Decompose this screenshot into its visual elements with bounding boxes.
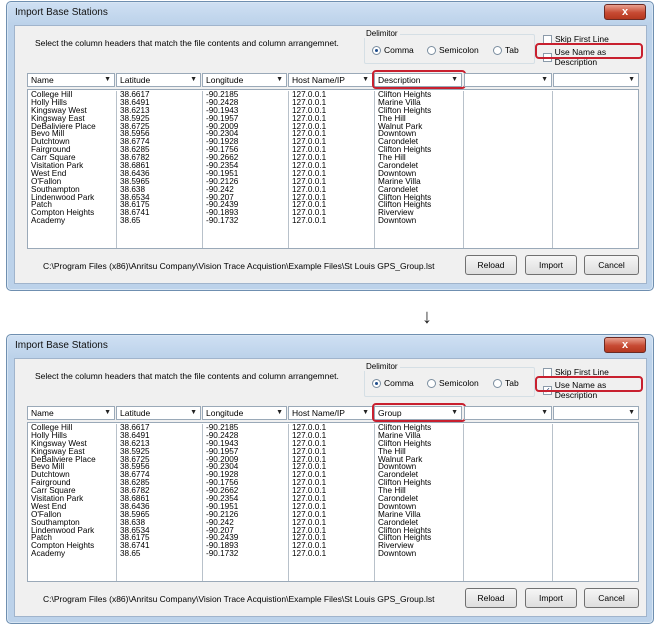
column-header-value: Description [378,75,421,85]
grid-cell: -90.1756 [206,479,239,488]
grid-cell: Southampton [31,518,80,527]
radio-tab[interactable] [493,45,519,55]
grid-cell: 127.0.0.1 [292,431,327,440]
grid-cell: Carondelet [378,138,419,147]
grid-cell: 127.0.0.1 [292,502,327,511]
grid-cell: 38.6782 [120,154,150,163]
grid-cell: 127.0.0.1 [292,550,327,559]
column-name [28,91,117,248]
cancel-button[interactable]: Cancel [584,588,639,608]
column-latitude [117,91,203,248]
grid-cell: Carondelet [378,518,419,527]
grid-cell: 127.0.0.1 [292,138,327,147]
grid-cell: 127.0.0.1 [292,169,327,178]
grid-cell: -90.1732 [206,550,239,559]
column-header-value: Latitude [120,408,151,418]
grid-cell: Compton Heights [31,542,95,551]
column-header-select-3[interactable] [202,406,287,420]
grid-cell: -90.207 [206,193,234,202]
grid-cell: -90.2354 [206,495,239,503]
chevron-down-icon: ▼ [104,76,111,83]
radio-dot [493,46,502,55]
grid-cell: Carondelet [378,495,419,503]
chevron-down-icon: ▼ [451,76,458,83]
grid-cell: O'Fallon [31,177,62,186]
chevron-down-icon: ▼ [190,76,197,83]
grid-cell: -90.242 [206,518,234,527]
cancel-button[interactable]: Cancel [584,255,639,275]
grid-cell: -90.242 [206,185,234,194]
radio-comma-label: Comma [384,45,414,55]
grid-cell: 38.6617 [120,424,150,432]
grid-cell: 38.6774 [120,471,150,480]
title-bar [7,335,653,357]
column-header-select-4[interactable] [288,406,373,420]
import-dialog-after [6,334,654,624]
grid-cell: -90.2009 [206,122,239,131]
column-header-select-6[interactable] [464,73,552,87]
grid-cell: Bevo Mill [31,130,65,139]
delimiter-legend: Delimitor [366,362,398,371]
column-host [289,424,375,581]
column-header-value: Host Name/IP [292,75,345,85]
grid-cell: Kingsway East [31,447,85,456]
column-header-select-6[interactable] [464,406,552,420]
reload-button[interactable]: Reload [465,255,517,275]
instruction-text: Select the column headers that match the file contents and column arrangemnet. [35,371,339,381]
grid-cell: Downtown [378,130,417,139]
grid-cell: Patch [31,201,52,210]
grid-cell: Visitation Park [31,162,84,170]
reload-button[interactable]: Reload [465,588,517,608]
grid-cell: Carondelet [378,162,419,170]
grid-cell: DeBaliviere Place [31,122,96,131]
grid-cell: -90.2304 [206,130,239,139]
grid-cell: 127.0.0.1 [292,146,327,155]
title-bar [7,2,653,24]
skip-first-line-label: Skip First Line [555,367,609,377]
grid-cell: O'Fallon [31,510,62,519]
radio-tab-label: Tab [505,378,519,388]
grid-cell: 38.5965 [120,510,150,519]
dialog-body [14,25,647,284]
grid-cell: Clifton Heights [378,193,432,202]
grid-cell: Walnut Park [378,122,423,131]
grid-cell: -90.2662 [206,487,239,496]
grid-cell: Carr Square [31,154,76,163]
column-header-value: Latitude [120,75,151,85]
grid-cell: College Hill [31,91,73,99]
checkmark-icon: ✓ [544,385,551,395]
grid-cell: 38.6491 [120,431,150,440]
grid-cell: 38.6436 [120,502,150,511]
grid-cell: The Hill [378,487,406,496]
column-header-select-2[interactable] [116,406,201,420]
grid-cell: 127.0.0.1 [292,439,327,448]
highlight-column-header [372,70,466,89]
grid-cell: Downtown [378,463,417,472]
grid-cell: -90.1928 [206,138,239,147]
grid-cell: Clifton Heights [378,146,432,155]
grid-cell: 127.0.0.1 [292,542,327,551]
grid-cell: 127.0.0.1 [292,201,327,210]
radio-semicolon[interactable] [427,45,479,55]
grid-cell: -90.2126 [206,177,239,186]
grid-cell: -90.2304 [206,463,239,472]
grid-cell: Compton Heights [31,209,95,218]
grid-cell: -90.2185 [206,91,239,99]
grid-cell: 127.0.0.1 [292,526,327,535]
grid-cell: -90.1756 [206,146,239,155]
grid-cell: -90.1928 [206,471,239,480]
dialog-body [14,358,647,617]
column-header-select-7[interactable] [553,406,639,420]
column-header-select-7[interactable] [553,73,639,87]
chevron-down-icon: ▼ [190,409,197,416]
radio-dot-selected [372,46,381,55]
grid-cell: 38.6741 [120,209,150,218]
column-header-value: Host Name/IP [292,408,345,418]
grid-cell: -90.1732 [206,217,239,226]
grid-cell: -90.1893 [206,209,239,218]
grid-cell: 38.6285 [120,479,150,488]
grid-cell: Lindenwood Park [31,526,95,535]
close-button[interactable]: x [604,4,646,20]
radio-tab[interactable] [493,378,519,388]
column-empty-1 [464,91,553,248]
chevron-down-icon: ▼ [541,76,548,83]
grid-cell: Marine Villa [378,98,421,107]
instruction-text: Select the column headers that match the file contents and column arrangemnet. [35,38,339,48]
grid-cell: Walnut Park [378,455,423,464]
grid-cell: 38.6491 [120,98,150,107]
grid-cell: -90.1951 [206,502,239,511]
grid-cell: Clifton Heights [378,201,432,210]
grid-cell: 38.6725 [120,455,150,464]
chevron-down-icon: ▼ [451,409,458,416]
grid-cell: Fairground [31,146,71,155]
grid-cell: 38.5925 [120,447,150,456]
column-header-value: Name [31,75,54,85]
grid-cell: Clifton Heights [378,106,432,115]
grid-cell: Clifton Heights [378,91,432,99]
grid-cell: -90.2439 [206,201,239,210]
grid-cell: 38.638 [120,185,146,194]
grid-cell: 38.6725 [120,122,150,131]
radio-semicolon[interactable] [427,378,479,388]
import-button[interactable]: Import [525,588,577,608]
grid-cell: -90.1943 [206,106,239,115]
grid-cell: Riverview [378,542,414,551]
grid-cell: 38.6175 [120,201,150,210]
grid-cell: Dutchtown [31,471,70,480]
grid-cell: Holly Hills [31,431,67,440]
column-header-select-3[interactable] [202,73,287,87]
radio-comma[interactable] [372,45,414,55]
grid-cell: The Hill [378,447,406,456]
grid-cell: Holly Hills [31,98,67,107]
preview-grid [27,422,639,582]
grid-cell: 38.6782 [120,487,150,496]
grid-cell: 38.5956 [120,130,150,139]
grid-cell: -90.1951 [206,169,239,178]
grid-cell: -90.2662 [206,154,239,163]
grid-cell: 127.0.0.1 [292,479,327,488]
radio-comma[interactable] [372,378,414,388]
grid-cell: DeBaliviere Place [31,455,96,464]
preview-grid [27,89,639,249]
highlight-use-name [535,43,643,59]
column-header-value: Name [31,408,54,418]
column-header-value: Longitude [206,408,244,418]
grid-cell: 38.5925 [120,114,150,123]
grid-cell: 127.0.0.1 [292,122,327,131]
down-arrow-icon: ↓ [422,306,432,328]
grid-cell: Kingsway West [31,106,87,115]
column-header-select-1[interactable] [27,73,115,87]
grid-cell: 38.6175 [120,534,150,543]
grid-cell: Dutchtown [31,138,70,147]
grid-cell: West End [31,502,67,511]
grid-cell: -90.1957 [206,447,239,456]
grid-cell: 38.6213 [120,439,150,448]
grid-cell: 38.6213 [120,106,150,115]
grid-cell: 127.0.0.1 [292,193,327,202]
grid-cell: -90.2428 [206,98,239,107]
grid-cell: 38.6617 [120,91,150,99]
grid-cell: 38.5965 [120,177,150,186]
radio-dot-selected [372,379,381,388]
grid-cell: 127.0.0.1 [292,510,327,519]
chevron-down-icon: ▼ [362,409,369,416]
grid-cell: -90.1957 [206,114,239,123]
grid-cell: 127.0.0.1 [292,209,327,218]
grid-cell: Academy [31,550,66,559]
column-latitude [117,424,203,581]
grid-cell: 38.6534 [120,526,150,535]
grid-cell: 38.6741 [120,542,150,551]
column-longitude [203,91,289,248]
grid-cell: Clifton Heights [378,424,432,432]
import-button[interactable]: Import [525,255,577,275]
column-host [289,91,375,248]
use-name-as-description-label: Use Name as Description [554,380,607,400]
grid-cell: -90.2185 [206,424,239,432]
grid-cell: The Hill [378,154,406,163]
grid-cell: Kingsway East [31,114,85,123]
grid-cell: -90.1893 [206,542,239,551]
grid-cell: 127.0.0.1 [292,534,327,543]
column-longitude [203,424,289,581]
grid-cell: 127.0.0.1 [292,487,327,496]
grid-cell: Clifton Heights [378,526,432,535]
file-path: C:\Program Files (x86)\Anritsu Company\Vision Trace Acquistion\Example Files\St Louis GPS_Group.lst [43,261,435,271]
grid-cell: 127.0.0.1 [292,495,327,503]
grid-cell: 127.0.0.1 [292,447,327,456]
highlight-column-header [372,403,466,422]
column-group [375,91,464,248]
grid-cell: Visitation Park [31,495,84,503]
grid-cell: College Hill [31,424,73,432]
grid-cell: 38.6534 [120,193,150,202]
grid-cell: -90.2009 [206,455,239,464]
chevron-down-icon: ▼ [541,409,548,416]
grid-cell: 127.0.0.1 [292,518,327,527]
column-header-select-1[interactable] [27,406,115,420]
column-group [375,424,464,581]
highlight-use-name [535,376,643,392]
file-path: C:\Program Files (x86)\Anritsu Company\Vision Trace Acquistion\Example Files\St Louis GPS_Group.lst [43,594,435,604]
grid-cell: 127.0.0.1 [292,424,327,432]
grid-cell: Downtown [378,502,417,511]
grid-cell: 127.0.0.1 [292,471,327,480]
grid-cell: Academy [31,217,66,226]
grid-cell: Marine Villa [378,431,421,440]
chevron-down-icon: ▼ [628,409,635,416]
radio-tab-label: Tab [505,45,519,55]
grid-cell: 38.65 [120,550,141,559]
grid-cell: 127.0.0.1 [292,217,327,226]
grid-cell: 127.0.0.1 [292,130,327,139]
column-name [28,424,117,581]
grid-cell: Carr Square [31,487,76,496]
radio-semicolon-label: Semicolon [439,45,479,55]
dialog-title: Import Base Stations [15,340,108,351]
grid-cell: Kingsway West [31,439,87,448]
grid-cell: -90.2126 [206,510,239,519]
grid-cell: -90.1943 [206,439,239,448]
chevron-down-icon: ▼ [276,409,283,416]
grid-cell: Carondelet [378,471,419,480]
grid-cell: Downtown [378,169,417,178]
grid-cell: 127.0.0.1 [292,106,327,115]
grid-cell: -90.2439 [206,534,239,543]
dialog-title: Import Base Stations [15,7,108,18]
grid-cell: The Hill [378,114,406,123]
column-header-value: Group [378,408,402,418]
delimiter-legend: Delimitor [366,29,398,38]
grid-cell: Marine Villa [378,177,421,186]
grid-cell: 38.6285 [120,146,150,155]
grid-cell: Riverview [378,209,414,218]
chevron-down-icon: ▼ [362,76,369,83]
grid-cell: Carondelet [378,185,419,194]
grid-cell: 127.0.0.1 [292,98,327,107]
grid-cell: 38.65 [120,217,141,226]
grid-cell: Lindenwood Park [31,193,95,202]
grid-cell: West End [31,169,67,178]
grid-cell: Clifton Heights [378,479,432,488]
grid-cell: 127.0.0.1 [292,463,327,472]
radio-comma-label: Comma [384,378,414,388]
grid-cell: Fairground [31,479,71,488]
grid-cell: Southampton [31,185,80,194]
grid-cell: 38.6774 [120,138,150,147]
grid-cell: 38.5956 [120,463,150,472]
grid-cell: Clifton Heights [378,534,432,543]
grid-cell: 38.6861 [120,495,150,503]
column-header-select-4[interactable] [288,73,373,87]
radio-semicolon-label: Semicolon [439,378,479,388]
import-dialog-before [6,1,654,291]
grid-cell: -90.207 [206,526,234,535]
grid-cell: Bevo Mill [31,463,65,472]
column-header-value: Longitude [206,75,244,85]
grid-cell: 127.0.0.1 [292,162,327,170]
grid-cell: Clifton Heights [378,439,432,448]
grid-cell: 38.6436 [120,169,150,178]
grid-cell: Downtown [378,550,417,559]
use-name-as-description-label: Use Name as Description [554,47,607,67]
radio-dot [427,46,436,55]
grid-cell: 127.0.0.1 [292,185,327,194]
grid-cell: -90.2428 [206,431,239,440]
chevron-down-icon: ▼ [628,76,635,83]
grid-cell: 127.0.0.1 [292,91,327,99]
grid-cell: 38.638 [120,518,146,527]
column-header-select-2[interactable] [116,73,201,87]
chevron-down-icon: ▼ [276,76,283,83]
grid-cell: Patch [31,534,52,543]
radio-dot [493,379,502,388]
grid-cell: -90.2354 [206,162,239,170]
grid-cell: Marine Villa [378,510,421,519]
grid-cell: 127.0.0.1 [292,177,327,186]
grid-cell: 127.0.0.1 [292,154,327,163]
close-button[interactable]: x [604,337,646,353]
chevron-down-icon: ▼ [104,409,111,416]
grid-cell: 127.0.0.1 [292,455,327,464]
radio-dot [427,379,436,388]
grid-cell: 38.6861 [120,162,150,170]
column-empty-1 [464,424,553,581]
grid-cell: 127.0.0.1 [292,114,327,123]
skip-first-line-label: Skip First Line [555,34,609,44]
grid-cell: Downtown [378,217,417,226]
